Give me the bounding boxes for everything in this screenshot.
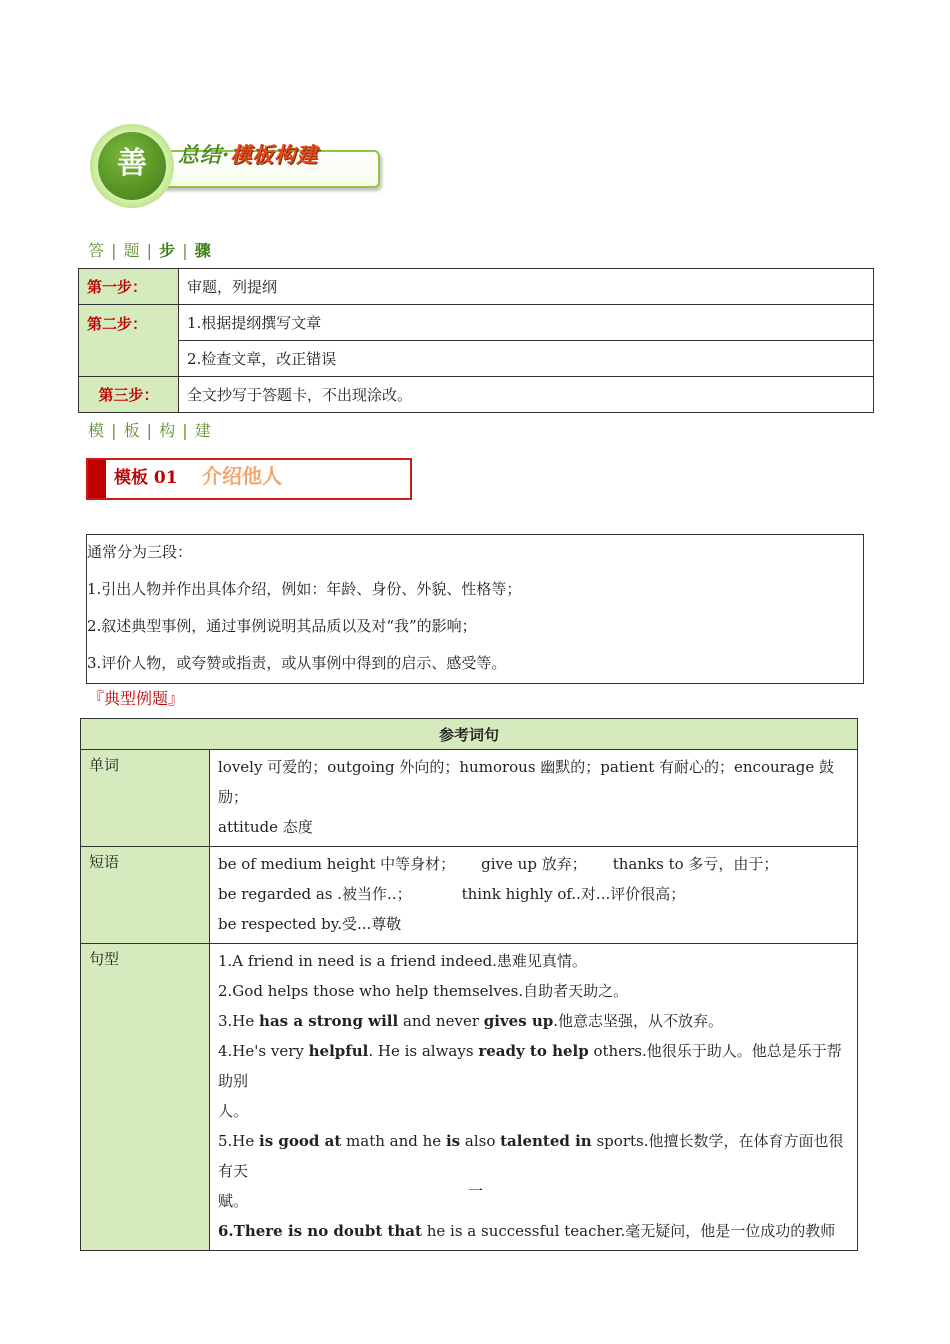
label-part: 答 <box>88 241 106 260</box>
reference-title: 参考词句 <box>81 719 858 750</box>
sentence: 1.A friend in need is a friend indeed.患难见真情。 <box>218 952 587 970</box>
step-label: 第二步： <box>79 305 179 377</box>
label-part: 构 <box>159 421 177 440</box>
table-row <box>81 750 858 847</box>
page-number: 一 <box>468 1182 484 1200</box>
step-item: 审题，列提纲 <box>179 269 874 305</box>
badge-title-main: 模板构建 <box>230 142 319 167</box>
reference-table <box>80 718 858 1251</box>
intro-box <box>86 534 864 684</box>
template-header <box>86 458 412 500</box>
badge-char: 善 <box>98 132 166 200</box>
table-row <box>79 377 874 413</box>
words-label: 单词 <box>81 750 210 847</box>
phrases-content <box>210 847 858 944</box>
sentence-continued: 赋。 <box>218 1192 249 1210</box>
sentence: 4.He's very helpful. He is always ready to help others.他很乐于助人。他总是乐于帮助别 <box>218 1042 842 1090</box>
words-content <box>210 750 858 847</box>
words-line: lovely 可爱的；outgoing 外向的；humorous 幽默的；patient 有耐心的；encourage 鼓励； <box>218 758 834 806</box>
intro-line: 3.评价人物，或夸赞或指责，或从事例中得到的启示、感受等。 <box>87 654 507 672</box>
badge-title <box>178 139 318 169</box>
phrase: be respected by.受...尊敬 <box>218 915 402 933</box>
badge-title-prefix: 总结· <box>178 142 231 167</box>
step-item: 2.检查文章，改正错误 <box>179 341 874 377</box>
phrases-label: 短语 <box>81 847 210 944</box>
step-label: 第三步： <box>79 377 179 413</box>
intro-line: 2.叙述典型事例，通过事例说明其品质以及对“我”的影响； <box>87 617 477 635</box>
sentence-continued: 人。 <box>218 1102 249 1120</box>
phrase: be of medium height 中等身材； <box>218 855 456 873</box>
phrase: be regarded as .被当作..； <box>218 885 412 903</box>
sentence: 2.God helps those who help themselves.自助者天助之。 <box>218 982 629 1000</box>
table-row <box>81 719 858 750</box>
table-row <box>79 341 874 377</box>
label-part: 模 <box>88 421 106 440</box>
step-label: 第一步： <box>79 269 179 305</box>
label-part: 步 <box>159 241 177 260</box>
sentences-content <box>210 944 858 1251</box>
template-section-label: 模 | 板 | 构 | 建 <box>88 421 212 440</box>
table-row <box>79 305 874 341</box>
phrase-line <box>218 849 849 879</box>
sentence: 6.There is no doubt that he is a successful teacher.毫无疑问，他是一位成功的教师 <box>218 1222 836 1240</box>
steps-section-label: 答 | 题 | 步 | 骤 <box>88 241 212 260</box>
intro-line: 1.引出人物并作出具体介绍，例如：年龄、身份、外貌、性格等； <box>87 580 522 598</box>
label-part: 建 <box>194 421 212 440</box>
words-line: attitude 态度 <box>218 818 313 836</box>
table-row <box>79 269 874 305</box>
phrase: think highly of..对...评价很高； <box>461 885 686 903</box>
template-number: 模板 01 <box>114 468 178 488</box>
sentences-label: 句型 <box>81 944 210 1251</box>
step-item: 1.根据提纲撰写文章 <box>179 305 874 341</box>
steps-table <box>78 268 874 413</box>
table-row <box>81 847 858 944</box>
phrase-line <box>218 909 849 939</box>
table-row <box>81 944 858 1251</box>
template-flag <box>88 460 106 498</box>
phrase: give up 放弃； <box>481 855 587 873</box>
label-part: 骤 <box>194 241 212 260</box>
intro-line: 通常分为三段： <box>87 543 193 561</box>
sentence: 3.He has a strong will and never gives up.他意志坚强，从不放弃。 <box>218 1012 724 1030</box>
phrase: thanks to 多亏，由于； <box>612 855 779 873</box>
label-part: 板 <box>123 421 141 440</box>
sentence: 5.He is good at math and he is also talented in sports.他擅长数学，在体育方面也很有天 <box>218 1132 844 1180</box>
section-badge <box>90 122 380 212</box>
example-label: 『典型例题』 <box>88 689 185 708</box>
step-item: 全文抄写于答题卡，不出现涂改。 <box>179 377 874 413</box>
label-part: 题 <box>123 241 141 260</box>
template-name: 介绍他人 <box>202 464 282 488</box>
phrase-line <box>218 879 849 909</box>
